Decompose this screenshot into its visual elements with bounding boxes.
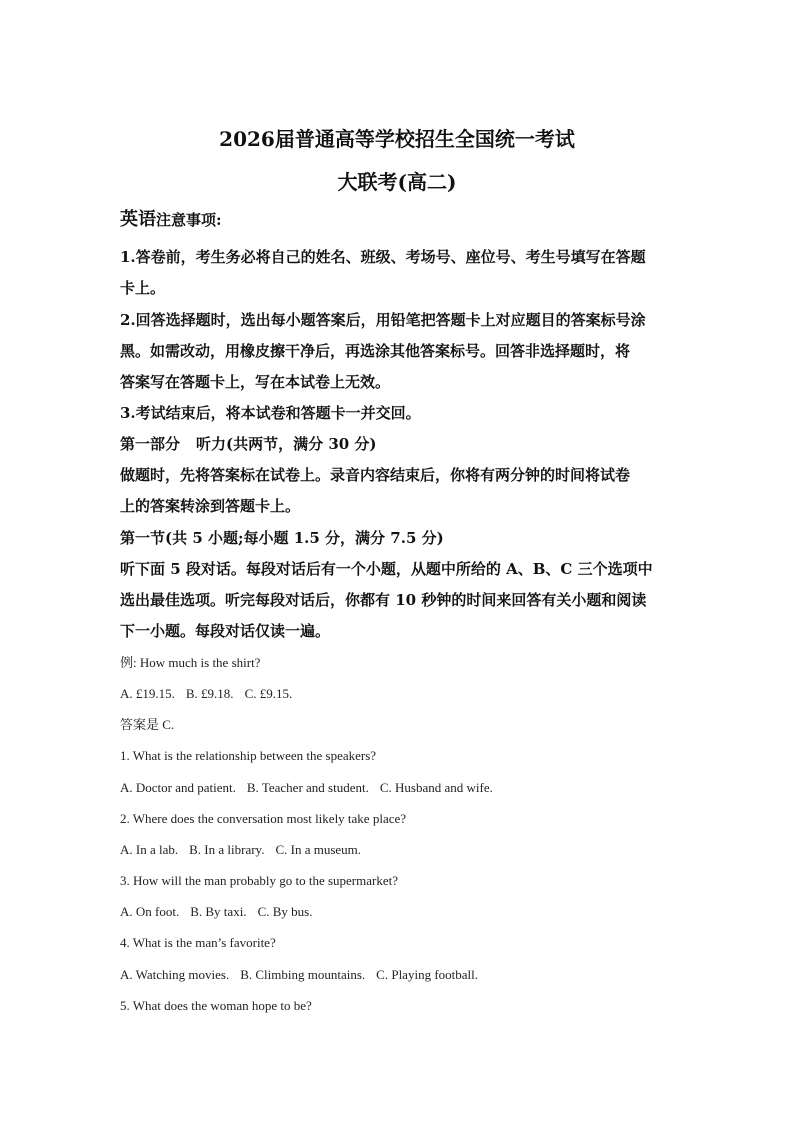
option: B. Teacher and student. <box>246 780 369 795</box>
instruction-line: 1.答卷前，考生务必将自己的姓名、班级、考场号、座位号、考生号填写在答题 <box>120 248 646 266</box>
exam-title: 2026届普通高等学校招生全国统一考试 <box>219 127 575 151</box>
instruction-line: 卡上。 <box>120 279 166 297</box>
subject-line <box>120 209 222 231</box>
exam-subtitle: 大联考(高二) <box>337 170 457 194</box>
example-options <box>120 685 292 703</box>
question-options <box>120 779 493 797</box>
question-text: 5. What does the woman hope to be? <box>120 998 312 1013</box>
section1-title: 第一节(共 5 小题;每小题 1.5 分，满分 7.5 分) <box>120 529 444 547</box>
option: A. £19.15. <box>120 686 175 701</box>
option: B. Climbing mountains. <box>240 967 366 982</box>
option: B. £9.18. <box>185 686 234 701</box>
question-text: 4. What is the man’s favorite? <box>120 935 276 950</box>
instruction-line: 答案写在答题卡上，写在本试卷上无效。 <box>120 373 391 391</box>
option: B. By taxi. <box>190 904 247 919</box>
question-options <box>120 903 312 921</box>
section1-intro-line: 听下面 5 段对话。每段对话后有一个小题，从题中所给的 A、B、C 三个选项中 <box>120 560 653 578</box>
question-options <box>120 966 478 984</box>
section1-intro-line: 选出最佳选项。听完每段对话后，你都有 10 秒钟的时间来回答有关小题和阅读 <box>120 591 647 609</box>
option: C. By bus. <box>257 904 313 919</box>
option: C. In a museum. <box>275 842 362 857</box>
example-question: 例: How much is the shirt? <box>120 655 261 670</box>
example-answer: 答案是 C. <box>120 717 175 732</box>
question-text: 2. Where does the conversation most likely take place? <box>120 811 407 826</box>
instruction-line: 3.考试结束后，将本试卷和答题卡一并交回。 <box>120 404 421 422</box>
option: A. In a lab. <box>120 842 179 857</box>
option: C. Husband and wife. <box>379 780 493 795</box>
question-text: 1. What is the relationship between the speakers? <box>120 748 377 763</box>
part1-intro-line: 上的答案转涂到答题卡上。 <box>120 497 301 515</box>
subject-name: 英语 <box>120 209 156 230</box>
part1-intro-line: 做题时，先将答案标在试卷上。录音内容结束后，你将有两分钟的时间将试卷 <box>120 466 631 484</box>
option: A. On foot. <box>120 904 180 919</box>
part1-label: 第一部分 <box>120 435 181 453</box>
question-text: 3. How will the man probably go to the supermarket? <box>120 873 398 888</box>
notes-heading: 注意事项: <box>156 211 222 229</box>
option: B. In a library. <box>189 842 265 857</box>
section1-intro-line: 下一小题。每段对话仅读一遍。 <box>120 622 331 640</box>
option: C. £9.15. <box>244 686 293 701</box>
option: A. Watching movies. <box>120 967 230 982</box>
instruction-line: 黑。如需改动，用橡皮擦干净后，再选涂其他答案标号。回答非选择题时，将 <box>120 342 631 360</box>
option: A. Doctor and patient. <box>120 780 236 795</box>
part1-title: 听力(共两节，满分 30 分) <box>196 435 377 453</box>
instruction-line: 2.回答选择题时，选出每小题答案后，用铅笔把答题卡上对应题目的答案标号涂 <box>120 311 646 329</box>
question-options <box>120 841 361 859</box>
part1-heading <box>120 434 377 454</box>
option: C. Playing football. <box>376 967 479 982</box>
